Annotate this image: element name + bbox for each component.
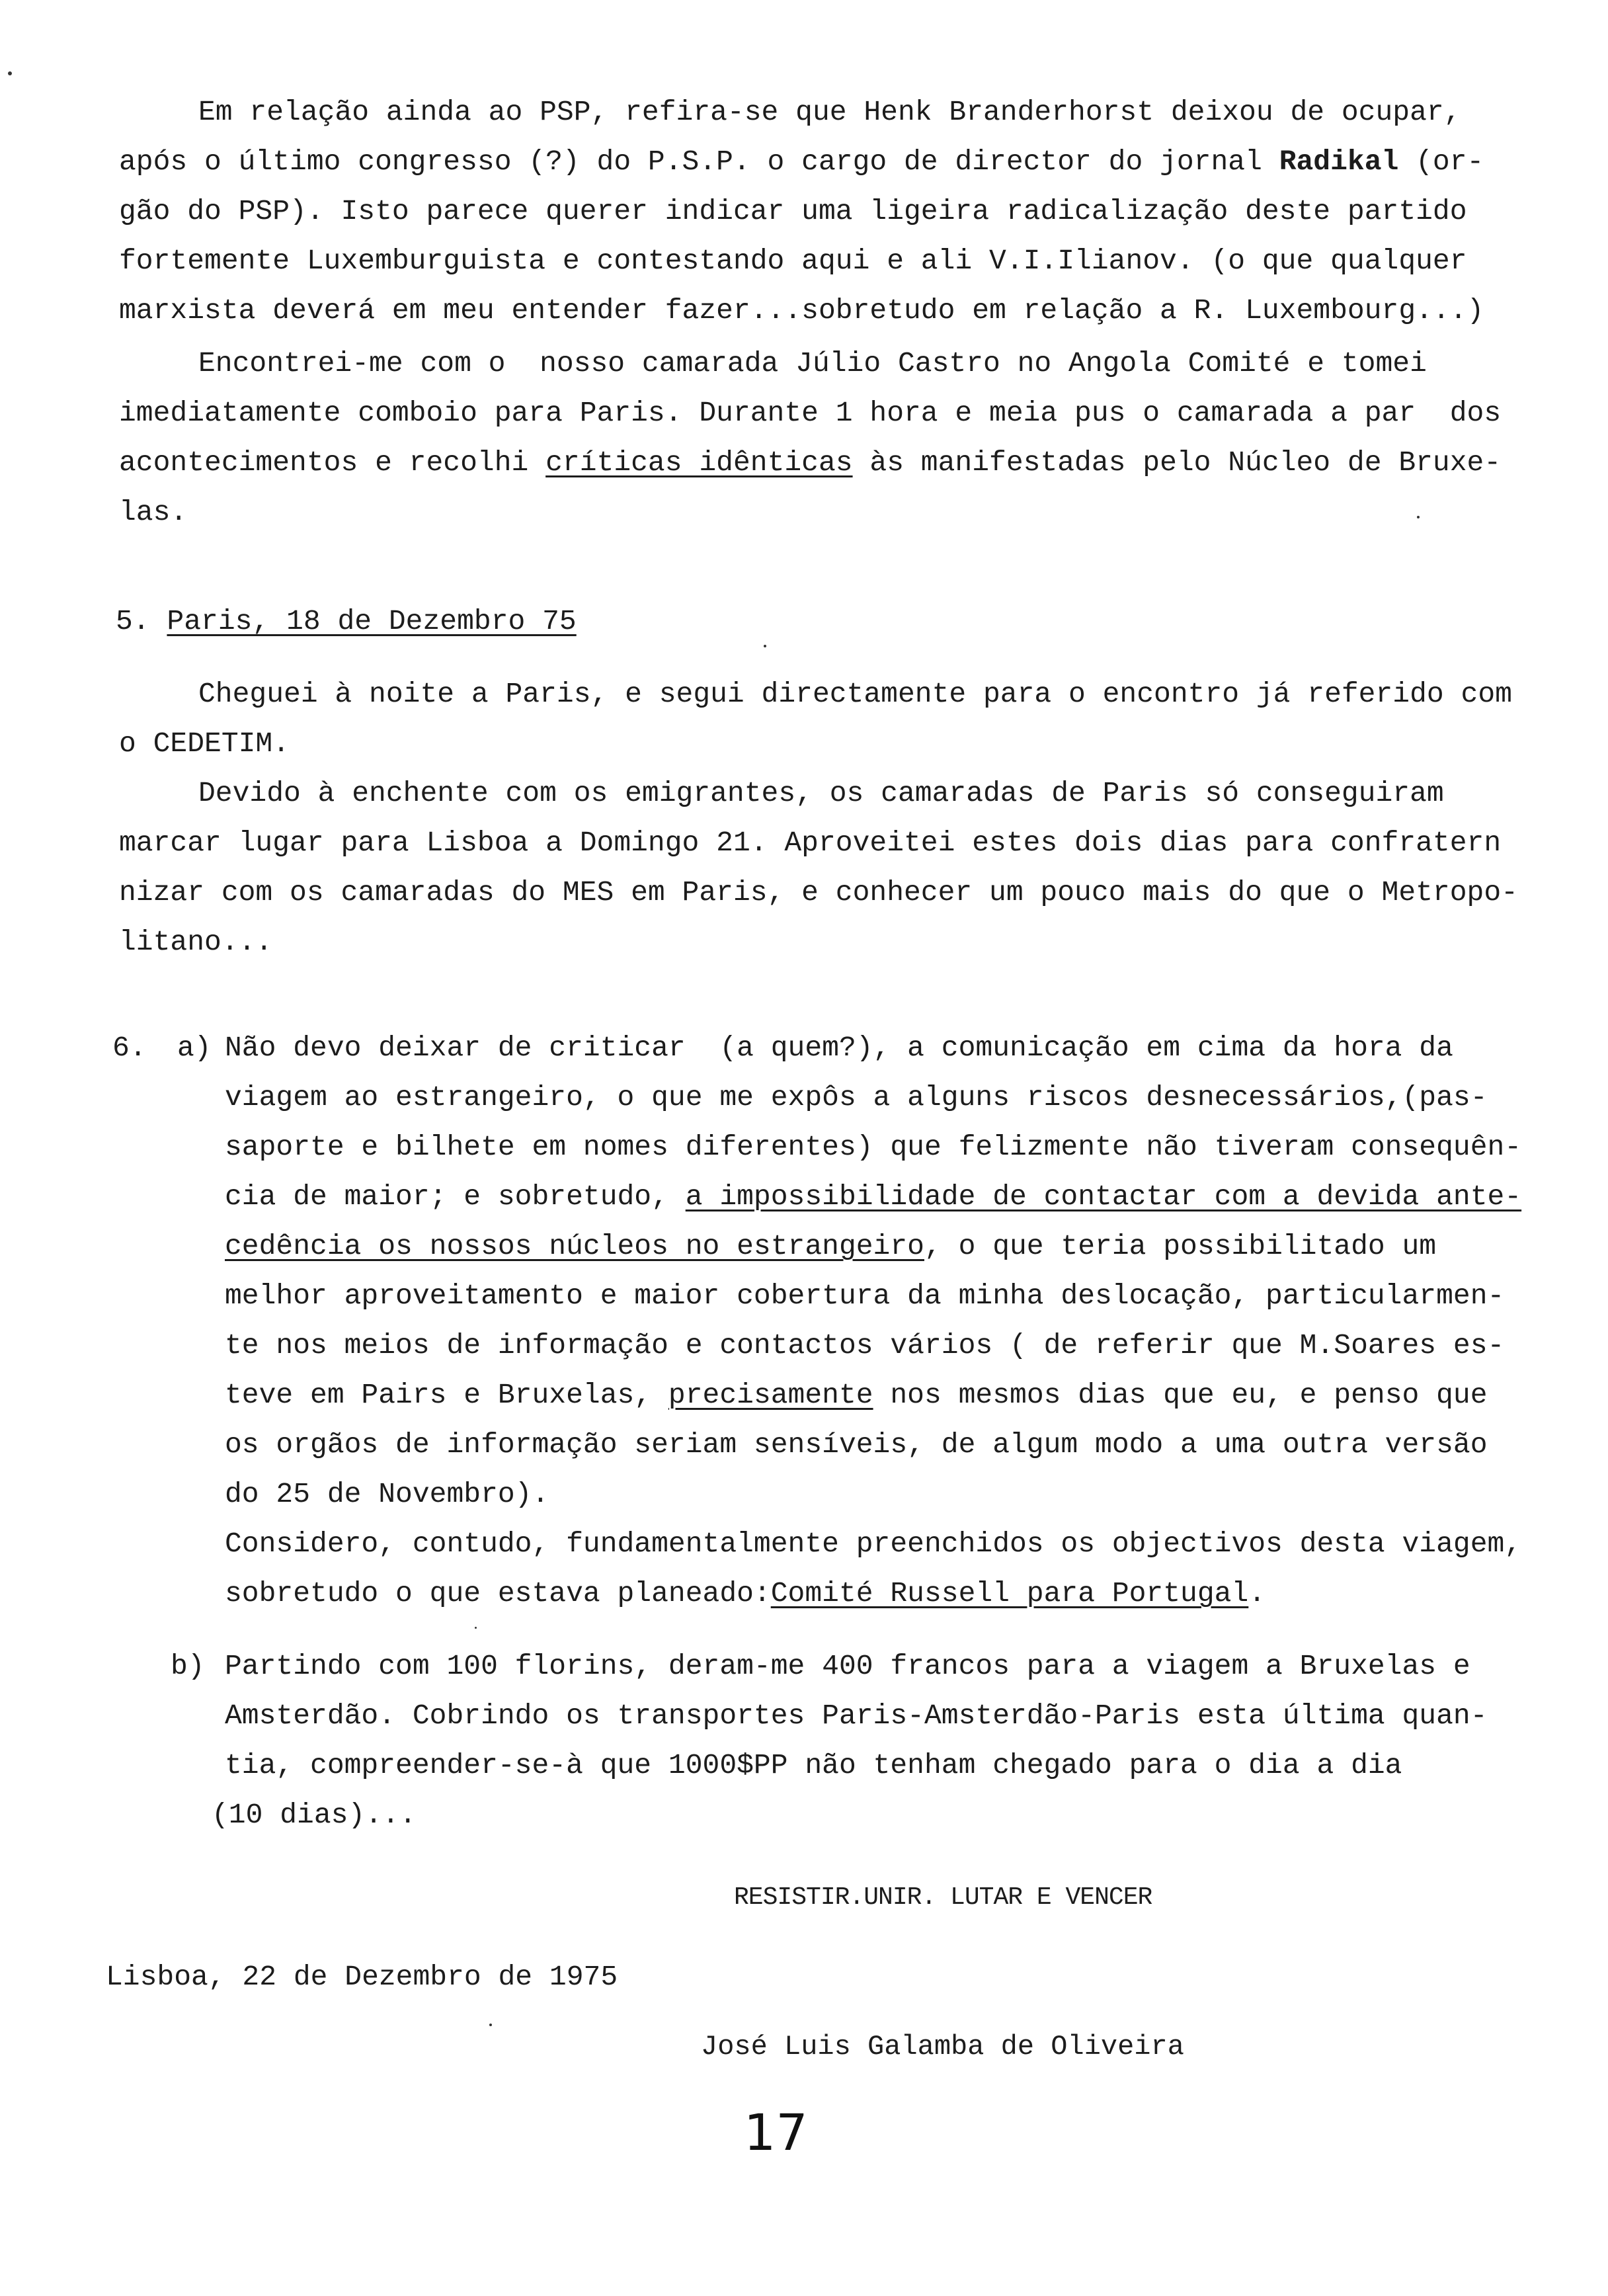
text-line: o CEDETIM. (119, 727, 290, 760)
text-line: marcar lugar para Lisboa a Domingo 21. Aproveitei estes dois dias para confratern (119, 827, 1502, 859)
text-line: litano... (119, 926, 273, 958)
text-line: Em relação ainda ao PSP, refira-se que Henk Branderhorst deixou de ocupar, (198, 96, 1461, 128)
section-5-heading: 5. Paris, 18 de Dezembro 75 (116, 605, 577, 637)
text-line: Devido à enchente com os emigrantes, os camaradas de Paris só conseguiram (198, 777, 1444, 809)
text-line: marxista deverá em meu entender fazer...sobretudo em relação a R. Luxembourg...) (119, 294, 1484, 327)
text-line: melhor aproveitamento e maior cobertura da minha deslocação, particularmen- (225, 1280, 1505, 1312)
text-line: gão do PSP). Isto parece querer indicar uma ligeira radicalização deste partido (119, 195, 1467, 227)
text-line: os orgãos de informação seriam sensíveis, de algum modo a uma outra versão (225, 1428, 1488, 1461)
text-line: sobretudo o que estava planeado:Comité Russell para Portugal. (225, 1577, 1266, 1610)
underlined-text: Comité Russell para Portugal (770, 1577, 1249, 1610)
item-b-label: b) (171, 1650, 205, 1682)
section-5-title: Paris, 18 de Dezembro 75 (167, 605, 577, 637)
text-line: te nos meios de informação e contactos vários ( de referir que M.Soares es- (225, 1329, 1505, 1362)
place-date: Lisboa, 22 de Dezembro de 1975 (106, 1961, 618, 1993)
text-line: do 25 de Novembro). (225, 1478, 549, 1510)
text-line: las. (119, 496, 188, 528)
text-line: Não devo deixar de criticar (a quem?), a comunicação em cima da hora da (225, 1032, 1453, 1064)
text-line: Considero, contudo, fundamentalmente preenchidos os objectivos desta viagem, (225, 1528, 1522, 1560)
scan-speck (764, 645, 766, 647)
text-line: cia de maior; e sobretudo, a impossibilidade de contactar com a devida ante- (225, 1180, 1522, 1213)
text-line: após o último congresso (?) do P.S.P. o cargo de director do jornal Radikal (or- (119, 145, 1484, 178)
text-line: Cheguei à noite a Paris, e segui directamente para o encontro já referido com (198, 678, 1512, 710)
signatory: José Luis Galamba de Oliveira (701, 2031, 1184, 2063)
text-line: tia, compreender-se-à que 1000$PP não tenham chegado para o dia a dia (225, 1749, 1402, 1782)
text-line: saporte e bilhete em nomes diferentes) que felizmente não tiveram consequên- (225, 1131, 1522, 1163)
text-line: Partindo com 100 florins, deram-me 400 francos para a viagem a Bruxelas e (225, 1650, 1470, 1682)
text-line: cedência os nossos núcleos no estrangeiro, o que teria possibilitado um (225, 1230, 1437, 1262)
scan-speck (8, 71, 12, 75)
text-line: nizar com os camaradas do MES em Paris, e conhecer um pouco mais do que o Metropo- (119, 876, 1518, 909)
scan-speck (489, 2024, 492, 2026)
text-line: teve em Pairs e Bruxelas, precisamente nos mesmos dias que eu, e penso que (225, 1379, 1488, 1411)
text-line: Encontrei-me com o nosso camarada Júlio Castro no Angola Comité e tomei (198, 347, 1427, 380)
text-line: fortemente Luxemburguista e contestando aqui e ali V.I.Ilianov. (o que qualquer (119, 245, 1467, 277)
underlined-text: a impossibilidade de contactar com a devida ante- (685, 1180, 1522, 1213)
scan-speck (1417, 516, 1420, 518)
page-number: 17 (744, 2103, 808, 2162)
text-line: Amsterdão. Cobrindo os transportes Paris-Amsterdão-Paris esta última quan- (225, 1700, 1488, 1732)
underlined-text: cedência os nossos núcleos no estrangeiro (225, 1230, 924, 1262)
text-line: viagem ao estrangeiro, o que me expôs a alguns riscos desnecessários,(pas- (225, 1081, 1488, 1114)
motto: RESISTIR.UNIR. LUTAR E VENCER (734, 1883, 1152, 1912)
text-line: (10 dias)... (212, 1799, 417, 1831)
text-line: acontecimentos e recolhi críticas idênticas às manifestadas pelo Núcleo de Bruxe- (119, 446, 1502, 479)
newspaper-name: Radikal (1279, 145, 1399, 178)
scan-speck (475, 1627, 477, 1629)
text-line: imediatamente comboio para Paris. Durante 1 hora e meia pus o camarada a par dos (119, 397, 1502, 429)
item-a-label: a) (177, 1032, 212, 1064)
underlined-text: precisamente (668, 1379, 873, 1411)
section-6-number: 6. (112, 1032, 147, 1064)
underlined-text: críticas idênticas (545, 446, 853, 479)
